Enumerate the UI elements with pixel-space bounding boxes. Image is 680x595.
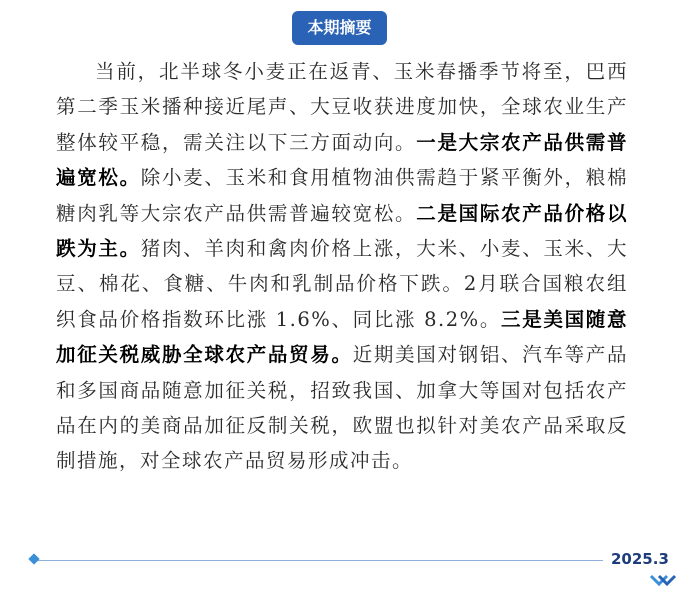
- point2-text: 猪肉、羊肉和禽肉价格上涨，大米、小麦、玉米、大豆、棉花、食糖、牛肉和乳制品价格下跌。2月联合国粮农组织食品价格指数环比涨 1.6%、同比涨 8.2%。: [56, 237, 628, 331]
- point1-heading: 一是大宗农产品供需普遍宽松。: [56, 130, 628, 190]
- point1-text: 除小麦、玉米和食用植物油供需趋于紧平衡外，粮棉糖肉乳等大宗农产品供需普遍较宽松。: [56, 166, 628, 225]
- summary-paragraph: [56, 54, 628, 479]
- issue-date: 2025.3: [611, 550, 669, 568]
- point3-heading: 三是美国随意加征关税威胁全球农产品贸易。: [56, 307, 628, 367]
- point2-heading: 二是国际农产品价格以跌为主。: [56, 201, 628, 261]
- diamond-marker-icon: [28, 553, 39, 564]
- summary-badge: 本期摘要: [292, 11, 387, 45]
- double-chevron-icon: [648, 572, 678, 595]
- point3-text: 近期美国对钢铝、汽车等产品和多国商品随意加征关税，招致我国、加拿大等国对包括农产品在内的美商品加征反制关税，欧盟也拟针对美农产品采取反制措施，对全球农产品贸易形成冲击。: [56, 343, 628, 473]
- summary-intro: 当前，北半球冬小麦正在返青、玉米春播季节将至，巴西第二季玉米播种接近尾声、大豆收获进度加快，全球农业生产整体较平稳，需关注以下三方面动向。: [56, 60, 628, 154]
- footer-divider: [38, 560, 603, 561]
